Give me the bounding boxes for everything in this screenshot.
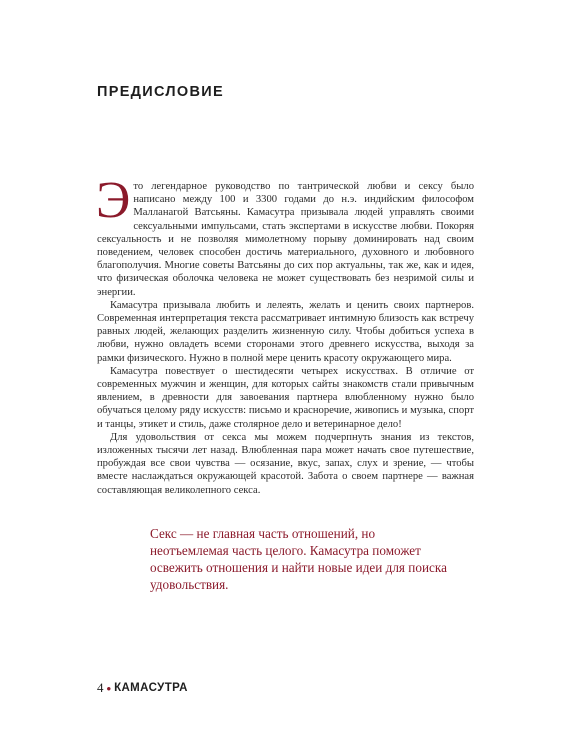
body-text: [96, 172, 474, 497]
footer-separator: •: [106, 680, 112, 696]
paragraph-2: Камасутра призывала любить и лелеять, желать и ценить своих партнеров. Современная интерпретация текста рассматривает интимную близость как встречу равных людей, желающих разделить жизненную силу. Чтобы добиться успеха в любви, нужно овладеть всеми сторонами этого древнего искусства, выходя за рамки физического. Нужно в полной мере ценить красоту окружающего мира.: [97, 299, 474, 364]
paragraph-3: Камасутра повествует о шестидесяти четырех искусствах. В отличие от современных мужчин и женщин, для которых сайты знакомств стали привычным явлением, в древности для завоевания партнера влюбленному нужно было обучаться целому ряду искусств: письмо и красноречие, живопись и музыка, спорт и танцы, этикет и стиль, даже столярное дело и ветеринарное дело!: [97, 365, 474, 430]
chapter-heading: ПРЕДИСЛОВИЕ: [97, 84, 224, 100]
paragraph-1-text: то легендарное руководство по тантрической любви и сексу было написано между 100 и 3300 годами до н.э. индийским философом Малланагой Ватсьяны. Камасутра призывала людей управлять своими сексуальными импульсами, стать экспертами в искусстве любви. Покоряя сексуальность и не позволяя мимолетному порыву доминировать над своим поведением, человек способен достичь материального, духовного и любовного благополучия. Многие советы Ватсьяны до сих пор актуальны, так же, как и идея, что физическая оболочка человека не может существовать без незримой силы и энергии.: [97, 181, 474, 298]
drop-cap: Э: [96, 172, 131, 229]
page-number: 4: [97, 680, 104, 695]
pull-quote: Секс — не главная часть отношений, но неотъемлемая часть целого. Камасутра поможет освежить отношения и найти новые идеи для поиска удовольствия.: [150, 526, 447, 592]
paragraph-1: [96, 172, 474, 299]
page-footer: [97, 680, 188, 696]
book-title: КАМАСУТРА: [114, 682, 188, 694]
paragraph-4: Для удовольствия от секса мы можем подчерпнуть знания из текстов, изложенных тысячи лет назад. Влюбленная пара может начать свое путешествие, пробуждая все свои чувства — осязание, вкус, запах, слух и зрение, — чтобы вместе наслаждаться окружающей красотой. Забота о своем партнере — важная составляющая великолепного секса.: [97, 431, 474, 496]
